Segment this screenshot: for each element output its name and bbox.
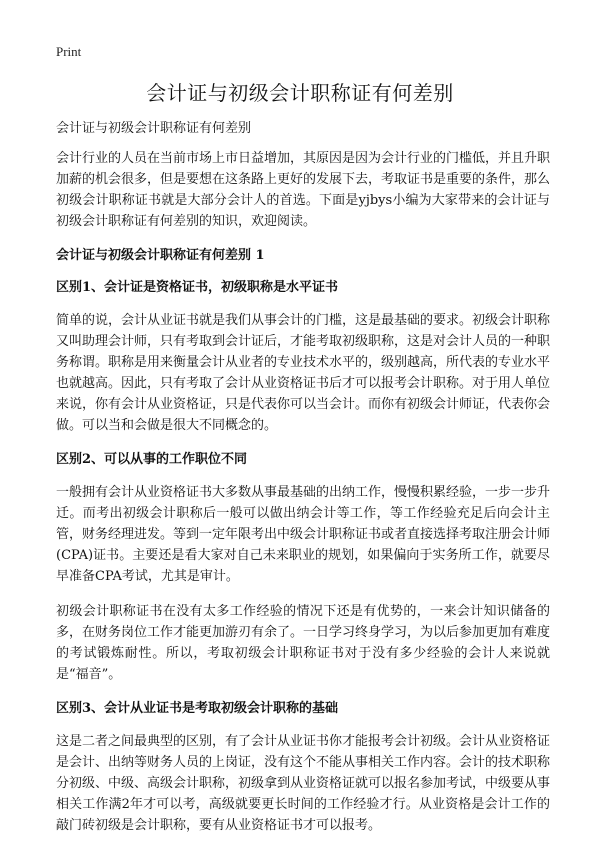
intro-paragraph: 会计行业的人员在当前市场上市日益增加，其原因是因为会计行业的门槛低，并且升职加薪的机会很多，但是要想在这条路上更好的发展下去，考取证书是重要的条件，那么初级会计职称证书就是大部分会计人的首选。下面是yjbys小编为大家带来的会计证与初级会计职称证有何差别的知识，欢迎阅读。 [56, 151, 551, 229]
section-heading: 会计证与初级会计职称证有何差别 1 [56, 248, 265, 263]
difference-2-paragraph-2: 初级会计职称证书在没有太多工作经验的情况下还是有优势的，一来会计知识储备的多，在财务岗位工作才能更加游刃有余了。一日学习终身学习，为以后参加更加有难度的考试锻炼耐性。所以，考取初级会计职称证书对于没有多少经验的会计人来说就是“福音”。 [56, 604, 551, 682]
difference-3-heading: 区别3、会计从业证书是考取初级会计职称的基础 [56, 701, 339, 716]
difference-2-paragraph-1: 一般拥有会计从业资格证书大多数从事最基础的出纳工作，慢慢积累经验，一步一步升迁。而考出初级会计职称后一般可以做出纳会计等工作，等工作经验充足后向会计主管，财务经理进发。等到一定年限考出中级会计职称证书或者直接选择考取注册会计师(CPA)证书。主要还是看大家对自己未来职业的规划，如果偏向于实务所工作，就要尽早准备CPA考试，尤其是审计。 [56, 485, 551, 584]
difference-3-paragraph: 这是二者之间最典型的区别，有了会计从业证书你才能报考会计初级。会计从业资格证是会计、出纳等财务人员的上岗证，没有这个不能从事相关工作内容。会计的技术职称分初级、中级、高级会计职称，初级拿到从业资格证就可以报名参加考试，中级要从事相关工作满2年才可以考，高级就要更长时间的工作经验才行。从业资格是会计工作的敲门砖初级是会计职称，要有从业资格证书才可以报考。 [56, 734, 551, 833]
print-label: Print [56, 44, 82, 59]
article-body [56, 148, 550, 850]
difference-2-heading: 区别2、可以从事的工作职位不同 [56, 452, 248, 467]
page-title: 会计证与初级会计职称证有何差别 [146, 81, 454, 105]
difference-1-heading: 区别1、会计证是资格证书，初级职称是水平证书 [56, 280, 339, 295]
subtitle: 会计证与初级会计职称证有何差别 [56, 121, 252, 136]
difference-1-paragraph: 简单的说，会计从业证书就是我们从事会计的门槛，这是最基础的要求。初级会计职称又叫助理会计师，只有考取到会计证后，才能考取初级职称，这是对会计人员的一种职务称谓。职称是用来衡量会计从业者的专业技术水平的，级别越高，所代表的专业水平也就越高。因此，只有考取了会计从业资格证书后才可以报考会计职称。对于用人单位来说，你有会计从业资格证，只是代表你可以当会计。而你有初级会计师证，代表你会做。可以当和会做是很大不同概念的。 [56, 313, 551, 433]
